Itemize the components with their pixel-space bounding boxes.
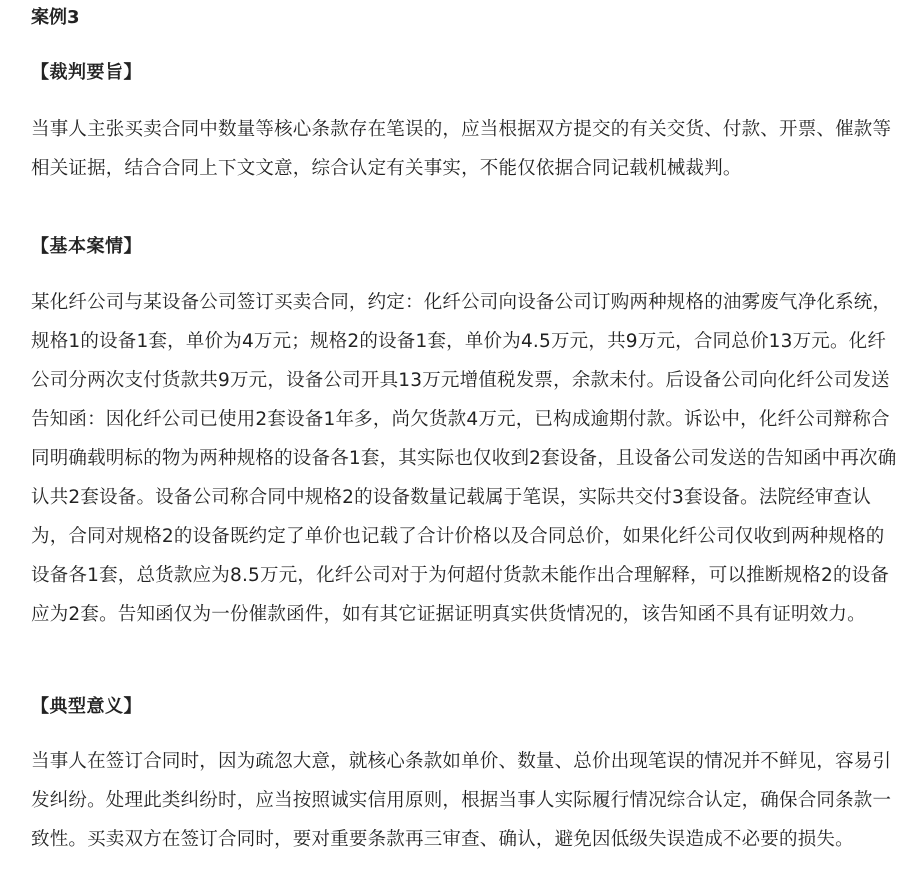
paragraph-case-facts: 某化纤公司与某设备公司签订买卖合同，约定：化纤公司向设备公司订购两种规格的油雾废气净化系统，规格1的设备1套，单价为4万元；规格2的设备1套，单价为4.5万元，共9万元，合同总价13万元。化纤公司分两次支付货款共9万元，设备公司开具13万元增值税发票，余款未付。后设备公司向化纤公司发送告知函：因化纤公司已使用2套设备1年多，尚欠货款4万元，已构成逾期付款。诉讼中，化纤公司辩称合同明确载明标的物为两种规格的设备各1套，其实际也仅收到2套设备，且设备公司发送的告知函中再次确认共2套设备。设备公司称合同中规格2的设备数量记载属于笔误，实际共交付3套设备。法院经审查认为，合同对规格2的设备既约定了单价也记载了合计价格以及合同总价，如果化纤公司仅收到两种规格的设备各1套，总货款应为8.5万元，化纤公司对于为何超付货款未能作出合理解释，可以推断规格2的设备应为2套。告知函仅为一份催款函件，如有其它证据证明真实供货情况的，该告知函不具有证明效力。 xyxy=(31,292,897,625)
case-title: 案例3 xyxy=(31,7,80,28)
section-heading-case-facts: 【基本案情】 xyxy=(31,236,142,257)
section-heading-ruling-summary: 【裁判要旨】 xyxy=(31,62,142,83)
paragraph-significance: 当事人在签订合同时，因为疏忽大意，就核心条款如单价、数量、总价出现笔误的情况并不鲜见，容易引发纠纷。处理此类纠纷时，应当按照诚实信用原则，根据当事人实际履行情况综合认定，确保合同条款一致性。买卖双方在签订合同时，要对重要条款再三审查、确认，避免因低级失误造成不必要的损失。 xyxy=(31,751,892,850)
paragraph-ruling-summary: 当事人主张买卖合同中数量等核心条款存在笔误的，应当根据双方提交的有关交货、付款、开票、催款等相关证据，结合合同上下文文意，综合认定有关事实，不能仅依据合同记载机械裁判。 xyxy=(31,119,892,179)
section-heading-significance: 【典型意义】 xyxy=(31,696,142,717)
